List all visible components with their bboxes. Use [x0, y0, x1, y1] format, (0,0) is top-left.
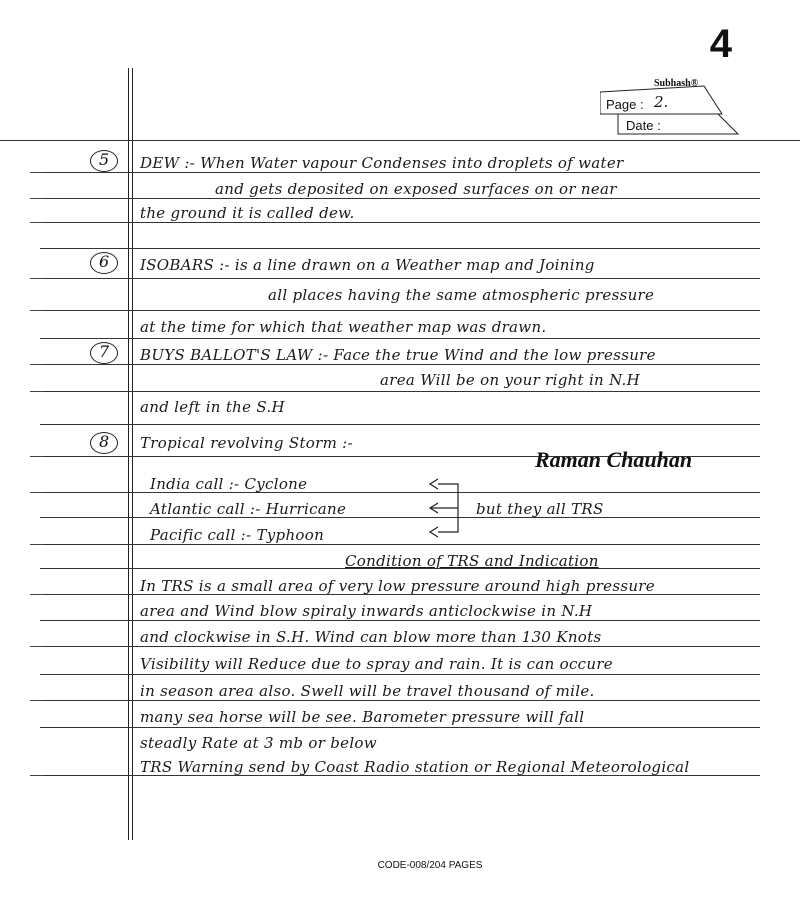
stamp-page-value: 2.	[654, 93, 669, 111]
ruled-line	[0, 140, 800, 141]
margin-dash	[30, 310, 44, 311]
name-stamp: Raman Chauhan	[535, 447, 693, 472]
condition-line: many sea horse will be see. Barometer pressure will fall	[140, 708, 585, 726]
condition-line: area and Wind blow spiraly inwards anticlockwise in N.H	[140, 602, 593, 620]
entry-line: all places having the same atmospheric pressure	[268, 286, 655, 304]
margin-dash	[30, 646, 44, 647]
ruled-line	[40, 338, 760, 339]
ruled-line	[40, 544, 760, 545]
condition-line: steadly Rate at 3 mb or below	[140, 734, 377, 752]
stamp-date-label: Date :	[626, 118, 661, 133]
margin-line-right	[132, 68, 133, 840]
entry-line: and left in the S.H	[140, 398, 285, 416]
stamp-brand: Subhash®	[654, 78, 699, 89]
margin-dash	[30, 172, 44, 173]
ruled-line	[40, 198, 760, 199]
condition-heading: Condition of TRS and Indication	[345, 552, 599, 570]
ruled-line	[40, 278, 760, 279]
ruled-line	[40, 248, 760, 249]
entry-line: ISOBARS :- is a line drawn on a Weather map and Joining	[140, 256, 595, 274]
ruled-line	[40, 620, 760, 621]
ruled-line	[40, 674, 760, 675]
entry-line: area Will be on your right in N.H	[380, 371, 640, 389]
margin-dash	[30, 391, 44, 392]
ruled-line	[40, 391, 760, 392]
trs-name: India call :- Cyclone	[150, 475, 308, 493]
ruled-line	[40, 172, 760, 173]
margin-dash	[30, 222, 44, 223]
bracket-arrows	[400, 476, 480, 542]
ruled-line	[40, 700, 760, 701]
condition-line: Visibility will Reduce due to spray and rain. It is can occure	[140, 655, 613, 673]
margin-dash	[30, 278, 44, 279]
margin-dash	[30, 594, 44, 595]
entry-number: 7	[99, 342, 110, 361]
entry-line: the ground it is called dew.	[140, 204, 355, 222]
page-number: 4	[709, 22, 732, 66]
entry-line: and gets deposited on exposed surfaces on or near	[215, 180, 617, 198]
ruled-line	[40, 222, 760, 223]
condition-line: and clockwise in S.H. Wind can blow more than 130 Knots	[140, 628, 602, 646]
entry-line: DEW :- When Water vapour Condenses into droplets of water	[140, 154, 624, 172]
ruled-line	[40, 424, 760, 425]
entry-line: at the time for which that weather map was drawn.	[140, 318, 547, 336]
ruled-line	[40, 727, 760, 728]
ruled-line	[40, 310, 760, 311]
margin-dash	[30, 198, 44, 199]
condition-line: TRS Warning send by Coast Radio station or Regional Meteorological	[140, 758, 690, 776]
margin-dash	[30, 364, 44, 365]
ruled-line	[40, 646, 760, 647]
margin-dash	[30, 775, 44, 776]
stamp-page-label: Page :	[606, 97, 644, 112]
margin-line-left	[128, 68, 129, 840]
margin-dash	[30, 492, 44, 493]
margin-dash	[30, 456, 44, 457]
trs-note: but they all TRS	[476, 500, 604, 518]
entry-line: Tropical revolving Storm :-	[140, 434, 353, 452]
entry-number: 6	[99, 252, 110, 271]
page-date-stamp	[600, 78, 740, 138]
trs-name: Atlantic call :- Hurricane	[150, 500, 347, 518]
entry-number: 5	[99, 150, 110, 169]
footer-code: CODE-008/204 PAGES	[377, 860, 483, 871]
condition-line: in season area also. Swell will be travel thousand of mile.	[140, 682, 595, 700]
entry-line: BUYS BALLOT'S LAW :- Face the true Wind and the low pressure	[140, 346, 656, 364]
margin-dash	[30, 700, 44, 701]
margin-dash	[30, 544, 44, 545]
entry-number: 8	[99, 432, 110, 451]
ruled-line	[40, 364, 760, 365]
condition-line: In TRS is a small area of very low pressure around high pressure	[140, 577, 655, 595]
trs-name: Pacific call :- Typhoon	[150, 526, 325, 544]
